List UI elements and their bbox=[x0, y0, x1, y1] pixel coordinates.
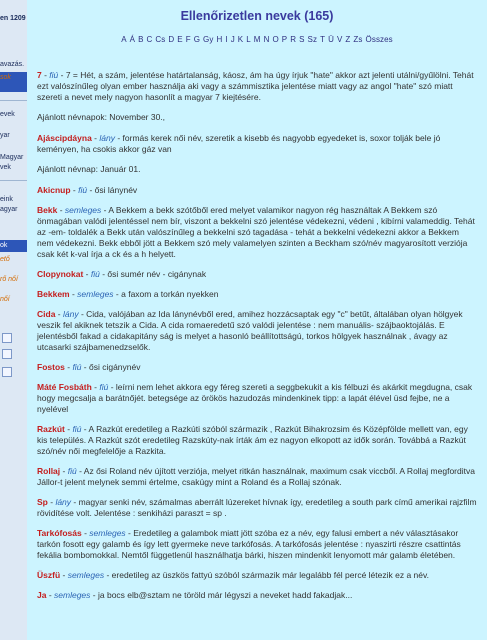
left-sidebar bbox=[0, 0, 28, 640]
name-entry: 7 - fiú - 7 = Hét, a szám, jelentése határtalanság, káosz, ám ha úgy írjuk "hate" akkor azt jelenti utálni/gyűlölni. Tehát ezt valószínűleg olyan ember használja aki vagy a számmisztika jelentése miatt vagy az angol "hate" szó miatt szereti a nevet mely nagyon hasonlít a magyar 7 kiejtésére. bbox=[37, 70, 474, 102]
entry-name[interactable]: Máté Fosbáth bbox=[37, 382, 92, 392]
entry-gender: fiú bbox=[90, 269, 100, 279]
entry-description: A Bekkem a bekk szótőből ered melyet valamikor nagyon rég használtak A Bekkem szó önmagában valódi jelentéssel nem bír, viszont a bekkelni szó jelentése védekezni, védeni , kibírni valameddig. Tehát az -em- toldalék a Bekk után valószínűleg a bekkelni szó tagadása - tehát a bekkelni védekezni akkor a Bekkem nem védekezni. Bekk ebből jött a Bekkem szó mely valamelyen szinten a Beckham szó/név magyarosított verziója csak két k-val írja a ck és a h helyett. bbox=[37, 205, 475, 259]
entry-gender: fiú bbox=[67, 466, 77, 476]
alphabet-link[interactable]: Sz bbox=[307, 35, 318, 44]
entry-gender: lány bbox=[62, 309, 79, 319]
name-entry: Tarkófosás - semleges - Eredetileg a galambok miatt jött szóba ez a név, egy falusi embert a név választásakor tarkón fosott egy galamb és így lett gyermeke neve tarkófosás. A tarkófosás jelentése : nyaszirti részre csattintás fekália bombomokkal. Nemtől függetlenül használhatja bárki, hiszen mindenkit lenyomott már galamb életében. bbox=[37, 528, 461, 560]
entry-name[interactable]: Bekkem bbox=[37, 289, 70, 299]
name-entry: Razkút - fiú - A Razkút eredetileg a Razkúti szóból származik , Razkút Bihakrozsim és Középfölde mellett van, egy kis település. A Razkút szót eredetileg Razskúty-nak írták ám ez nagyon elkopott az idők során. Továbbá a Razkút szó/név női megfelelője a Razkita. bbox=[37, 424, 468, 456]
window-icon[interactable] bbox=[2, 349, 12, 359]
alphabet-link[interactable]: Zs bbox=[353, 35, 363, 44]
alphabet-link[interactable]: P bbox=[281, 35, 288, 44]
nameday-note: Ajánlott névnap: Január 01. bbox=[37, 164, 141, 174]
name-entry: Fostos - fiú - ősi cigánynév bbox=[37, 362, 141, 372]
entry-gender: semleges bbox=[64, 205, 102, 215]
entry-description: ősi sumér név - cigánynak bbox=[107, 269, 207, 279]
entry-name[interactable]: Sp bbox=[37, 497, 48, 507]
sidebar-item[interactable]: en 1209 bbox=[0, 15, 26, 22]
entry-name[interactable]: Cida bbox=[37, 309, 56, 319]
name-entry: Ja - semleges - ja bocs elb@sztam ne töröld már légyszi a neveket hadd fakadjak... bbox=[37, 590, 353, 600]
entry-name[interactable]: Clopynokat bbox=[37, 269, 84, 279]
entry-gender: lány bbox=[55, 497, 72, 507]
entry-name[interactable]: Ja bbox=[37, 590, 47, 600]
entry-name[interactable]: Akicnup bbox=[37, 185, 71, 195]
alphabet-link[interactable]: Ü bbox=[328, 35, 334, 44]
sidebar-item[interactable]: rő nőí bbox=[0, 276, 18, 283]
name-entry: Üszfü - semleges - eredetileg az üszkös fattyú szóból származik már legalább fél percé létezik ez a név. bbox=[37, 570, 429, 580]
entry-gender: semleges bbox=[89, 528, 126, 538]
alphabet-link[interactable]: H bbox=[216, 35, 223, 44]
entry-name[interactable]: Bekk bbox=[37, 205, 58, 215]
entry-name[interactable]: Fostos bbox=[37, 362, 65, 372]
entry-gender: semleges bbox=[54, 590, 91, 600]
main-content bbox=[27, 0, 487, 640]
alphabet-link[interactable]: K bbox=[237, 35, 244, 44]
name-entry: Bekk - semleges - A Bekkem a bekk szótőből ered melyet valamikor nagyon rég használtak A Bekkem szó önmagában valódi jelentéssel nem bír, viszont a bekkelni szó jelentése védekezni, védeni , kibírni valameddig. Tehát az -em- toldalék a Bekk után valószínűleg a bekkelni szó tagadása - tehát a bekkelni védekezni akkor a Bekkem nem védekezni. Bekk ebből jött a Bekkem szó mely valamelyen szinten a Beckham szó/név magyarosított verziója csak két k-val írja a ck és a h helyett. bbox=[37, 205, 475, 259]
name-entry: Ajáscipdáyna - lány - formás kerek női név, szeretik a kisebb és nagyobb egyedeket is, soxor tolják bele jó keményen, ha csokis akkor gáz van bbox=[37, 133, 441, 154]
name-entry: Cida - lány - Cida, valójában az Ida lánynévből ered, amihez hozzácsaptak egy "c" betűt, általában olyan hölgyek veszik fel akiknek tetszik a Cida. A cida romaeredetű szó valódi jelentése : nem manuális- szájbaoktojálás. E jelentésből fakad a cidakapitány ság is melyet a hasonló beállítottságú, torkos hölgyek használnak , ávagy az utcasarki szájbamenedzselők. bbox=[37, 309, 463, 352]
entry-name[interactable]: Rollaj bbox=[37, 466, 61, 476]
entry-description: ősi cigánynév bbox=[88, 362, 141, 372]
name-entry: Bekkem - semleges - a faxom a torkán nyekken bbox=[37, 289, 219, 299]
entry-description: Cida, valójában az Ida lánynévből ered, amihez hozzácsaptak egy "c" betűt, általában olyan hölgyek veszik fel akiknek tetszik a Cida. A cida romaeredetű szó valódi jelentése : nem manuális- szájbaoktojálás. E jelentésből fakad a cidakapitány ság is melyet a hasonló beállítottságú, torkos hölgyek használnak , ávagy az utcasarki szájbamenedzselők. bbox=[37, 309, 463, 352]
entry-gender: fiú bbox=[72, 362, 82, 372]
sidebar-item[interactable]: eink bbox=[0, 196, 13, 203]
entry-gender: fiú bbox=[49, 70, 59, 80]
sidebar-item[interactable]: yar bbox=[0, 132, 10, 139]
entry-gender: lány bbox=[99, 133, 115, 143]
entry-description: Az ősi Roland név újított verziója, melyet ritkán használnak, maximum csak viccből. A Rollaj megforditva Jállor-t jelent melynek semmi értelme, csakúgy mint a Roland és a Rollaj szónak. bbox=[37, 466, 475, 487]
entry-description: ja bocs elb@sztam ne töröld már légyszi a neveket hadd fakadjak... bbox=[97, 590, 353, 600]
page-title: Ellenőrizetlen nevek (165) bbox=[180, 9, 334, 23]
entry-name[interactable]: Tarkófosás bbox=[37, 528, 82, 538]
sidebar-item[interactable]: ok bbox=[0, 242, 8, 249]
sidebar-item[interactable]: avazás. bbox=[0, 61, 25, 68]
name-entry: Akicnup - fiú - ősi lánynév bbox=[37, 185, 138, 195]
entry-gender: fiú bbox=[99, 382, 109, 392]
entry-description: ősi lánynév bbox=[94, 185, 138, 195]
alphabet-link[interactable]: A bbox=[121, 35, 127, 44]
alphabet-link[interactable]: I bbox=[225, 35, 228, 44]
alphabet-link[interactable]: R bbox=[290, 35, 297, 44]
entry-description: Eredetileg a galambok miatt jött szóba ez a név, egy falusi embert a név választásakor tarkón fosott egy galamb és így lett gyermeke neve tarkófosás. A tarkófosás jelentése : nyaszirti részre csattintás fekália bombomokkal. Nemtől függetlenül használhatja bárki, hiszen mindenkit lenyomott már galamb életében. bbox=[37, 528, 461, 560]
alphabet-link[interactable]: B bbox=[138, 35, 144, 44]
sidebar-item[interactable]: nőí bbox=[0, 296, 10, 303]
entry-gender: fiú bbox=[72, 424, 82, 434]
sidebar-item[interactable]: vek bbox=[0, 164, 11, 171]
entry-name[interactable]: 7 bbox=[37, 70, 42, 80]
alphabet-link[interactable]: T bbox=[320, 35, 326, 44]
alphabet-link[interactable]: N bbox=[263, 35, 270, 44]
alphabet-link[interactable]: Cs bbox=[155, 35, 166, 44]
alphabet-link[interactable]: Gy bbox=[203, 35, 214, 44]
alphabet-link[interactable]: S bbox=[299, 35, 305, 44]
name-entry: Clopynokat - fiú - ősi sumér név - cigánynak bbox=[37, 269, 207, 279]
entry-description: 7 = Hét, a szám, jelentése határtalanság, káosz, ám ha úgy írjuk "hate" akkor azt jelenti utálni/gyűlölni. Tehát ezt valószínűleg olyan ember használja aki vagy a számmisztika jelentése miatt vagy az angol "hate" szó miatt szereti a nevet mely nagyon hasonlít a magyar 7 kiejtésére. bbox=[37, 70, 474, 102]
alphabet-link[interactable]: M bbox=[253, 35, 261, 44]
window-icon[interactable] bbox=[2, 367, 12, 377]
entry-name[interactable]: Razkút bbox=[37, 424, 65, 434]
entry-description: leírni nem lehet akkora egy féreg szereti a seggbekukit a kis félbuzi és akárkit megdugna, csak hogy megcsalja a barátnőjét. betegsége az örökös hazudozás mindenkinek tipp: a lapát élével üsd fejbe, ne a nyelével bbox=[37, 382, 473, 414]
entries-list bbox=[37, 70, 477, 610]
alphabet-link[interactable]: G bbox=[193, 35, 201, 44]
alphabet-link[interactable]: L bbox=[246, 35, 251, 44]
alphabet-link[interactable]: C bbox=[146, 35, 153, 44]
window-icon[interactable] bbox=[2, 333, 12, 343]
entry-gender: semleges bbox=[77, 289, 114, 299]
entry-description: eredetileg az üszkös fattyú szóból származik már legalább fél percé létezik ez a név. bbox=[111, 570, 429, 580]
name-entry: Sp - lány - magyar senki név, számalmas aberrált lúzereket hívnak így, eredetileg a south park című amerikai rajzfilm rövidítése volt. Jelentése : senkiházi paraszt = sp . bbox=[37, 497, 477, 518]
alphabet-link[interactable]: E bbox=[177, 35, 183, 44]
sidebar-item[interactable]: sok bbox=[0, 74, 11, 81]
alphabet-link[interactable]: D bbox=[168, 35, 175, 44]
entry-name[interactable]: Ajáscipdáyna bbox=[37, 133, 92, 143]
alphabet-link[interactable]: Összes bbox=[365, 35, 393, 44]
alphabet-link[interactable]: V bbox=[336, 35, 343, 44]
entry-description: A Razkút eredetileg a Razkúti szóból származik , Razkút Bihakrozsim és Középfölde mellett van, egy kis település. A Razkút szót eredetileg Razskúty-nak írták ám ez nagyon elkopott az idők során. Továbbá a Razkút szó/név női megfelelője a Razkita. bbox=[37, 424, 468, 456]
sidebar-item[interactable]: ető bbox=[0, 256, 10, 263]
sidebar-divider bbox=[0, 180, 27, 181]
sidebar-divider bbox=[0, 100, 27, 101]
name-entry: Rollaj - fiú - Az ősi Roland név újított verziója, melyet ritkán használnak, maximum csak viccből. A Rollaj megforditva Jállor-t jelent melynek semmi értelme, csakúgy mint a Roland és a Rollaj szónak. bbox=[37, 466, 475, 487]
nameday-note: Ajánlott névnapok: November 30., bbox=[37, 112, 166, 122]
entry-description: a faxom a torkán nyekken bbox=[121, 289, 219, 299]
alphabet-link[interactable]: Z bbox=[345, 35, 351, 44]
entry-gender: semleges bbox=[67, 570, 105, 580]
alphabet-nav bbox=[27, 34, 487, 45]
entry-name[interactable]: Üszfü bbox=[37, 570, 61, 580]
alphabet-link[interactable]: F bbox=[185, 35, 191, 44]
sidebar-item[interactable]: agyar bbox=[0, 206, 18, 213]
sidebar-item[interactable]: evek bbox=[0, 111, 15, 118]
sidebar-item[interactable]: Magyar bbox=[0, 154, 24, 161]
alphabet-link[interactable]: J bbox=[230, 35, 235, 44]
name-entry: Máté Fosbáth - fiú - leírni nem lehet akkora egy féreg szereti a seggbekukit a kis félbuzi és akárkit megdugna, csak hogy megcsalja a barátnőjét. betegsége az örökös hazudozás mindenkinek tipp: a lapát élével üsd fejbe, ne a nyelével bbox=[37, 382, 473, 414]
entry-gender: fiú bbox=[78, 185, 88, 195]
alphabet-link[interactable]: Á bbox=[129, 35, 136, 44]
entry-description: magyar senki név, számalmas aberrált lúzereket hívnak így, eredetileg a south park című amerikai rajzfilm rövidítése volt. Jelentése : senkiházi paraszt = sp . bbox=[37, 497, 477, 518]
alphabet-link[interactable]: O bbox=[272, 35, 279, 44]
entry-description: formás kerek női név, szeretik a kisebb és nagyobb egyedeket is, soxor tolják bele jó keményen, ha csokis akkor gáz van bbox=[37, 133, 441, 154]
